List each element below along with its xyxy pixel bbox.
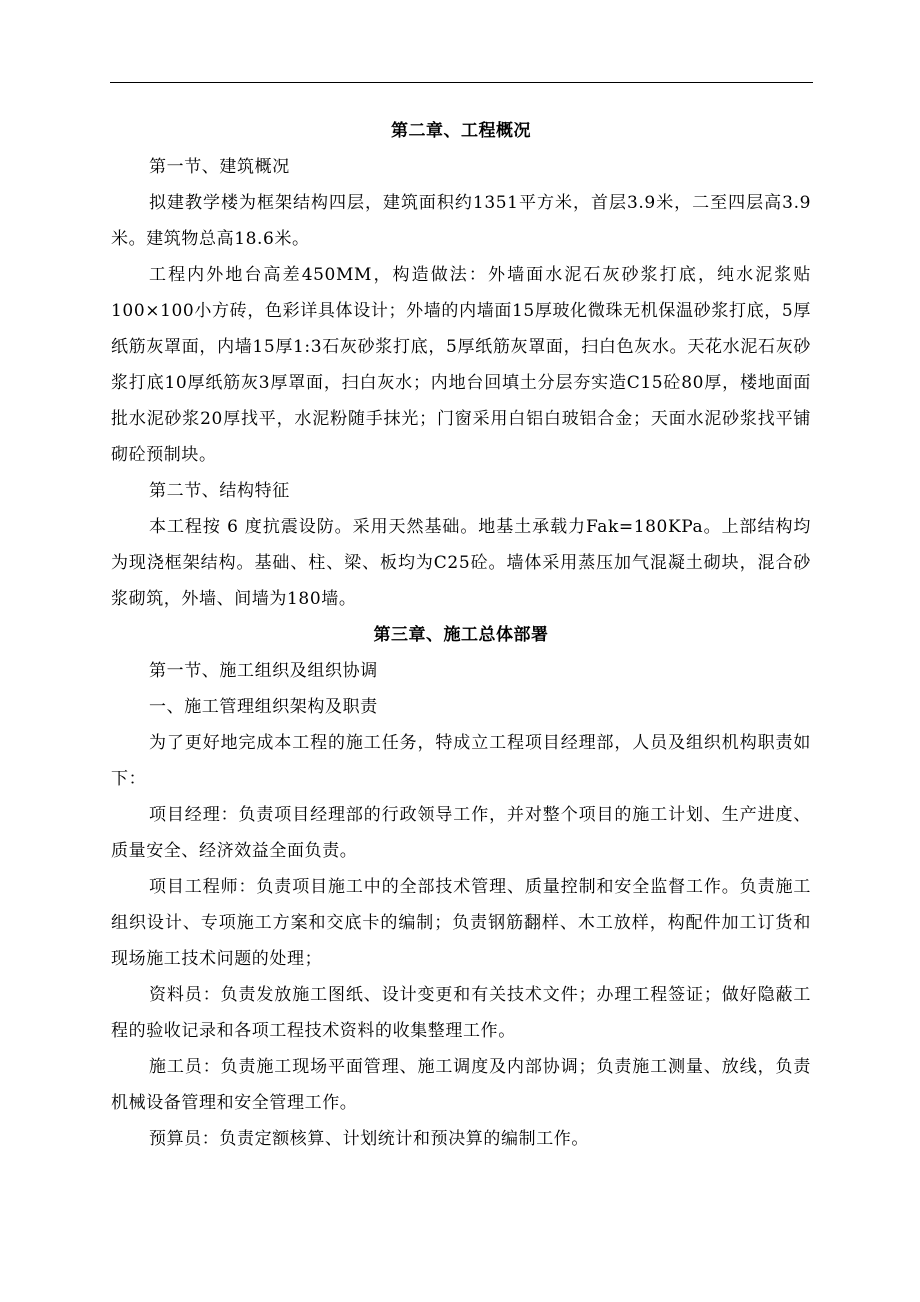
role-construction-officer: 施工员：负责施工现场平面管理、施工调度及内部协调；负责施工测量、放线，负责机械设备管理和安全管理工作。	[111, 1057, 811, 1113]
role-documentation-clerk: 资料员：负责发放施工图纸、设计变更和有关技术文件；办理工程签证；做好隐蔽工程的验收记录和各项工程技术资料的收集整理工作。	[111, 985, 811, 1041]
section-building-overview-title: 第一节、建筑概况	[149, 157, 290, 177]
chapter-2-title: 第二章、工程概况	[391, 121, 531, 141]
section-structure-title: 第二节、结构特征	[149, 481, 290, 501]
section-organization-title: 第一节、施工组织及组织协调	[149, 661, 378, 681]
header-divider	[110, 82, 813, 83]
organization-intro-paragraph: 为了更好地完成本工程的施工任务，特成立工程项目经理部，人员及组织机构职责如下：	[111, 733, 811, 789]
construction-method-paragraph: 工程内外地台高差450MM，构造做法：外墙面水泥石灰砂浆打底，纯水泥浆贴100×100小方砖，色彩详具体设计；外墙的内墙面15厚玻化微珠无机保温砂浆打底，5厚纸筋灰罩面，内墙15厚1:3石灰砂浆打底，5厚纸筋灰罩面，扫白色灰水。天花水泥石灰砂浆打底10厚纸筋灰3厚罩面，扫白灰水；内地台回填土分层夯实造C15砼80厚，楼地面面批水泥砂浆20厚找平，水泥粉随手抹光；门窗采用白铝白玻铝合金；天面水泥砂浆找平铺砌砼预制块。	[111, 265, 811, 465]
role-project-manager: 项目经理：负责项目经理部的行政领导工作，并对整个项目的施工计划、生产进度、质量安全、经济效益全面负责。	[111, 805, 811, 861]
chapter-3-title: 第三章、施工总体部署	[373, 625, 549, 645]
role-budget-officer: 预算员：负责定额核算、计划统计和预决算的编制工作。	[149, 1129, 589, 1149]
role-project-engineer: 项目工程师：负责项目施工中的全部技术管理、质量控制和安全监督工作。负责施工组织设计、专项施工方案和交底卡的编制；负责钢筋翻样、木工放样，构配件加工订货和现场施工技术问题的处理；	[111, 877, 811, 969]
structure-paragraph: 本工程按 6 度抗震设防。采用天然基础。地基土承载力Fak=180KPa。上部结构均为现浇框架结构。基础、柱、梁、板均为C25砼。墙体采用蒸压加气混凝土砌块，混合砂浆砌筑，外墙、间墙为180墙。	[111, 517, 811, 609]
building-overview-paragraph: 拟建教学楼为框架结构四层，建筑面积约1351平方米，首层3.9米，二至四层高3.9米。建筑物总高18.6米。	[111, 193, 811, 249]
subsection-management-title: 一、施工管理组织架构及职责	[149, 697, 378, 717]
document-body	[111, 113, 811, 1157]
